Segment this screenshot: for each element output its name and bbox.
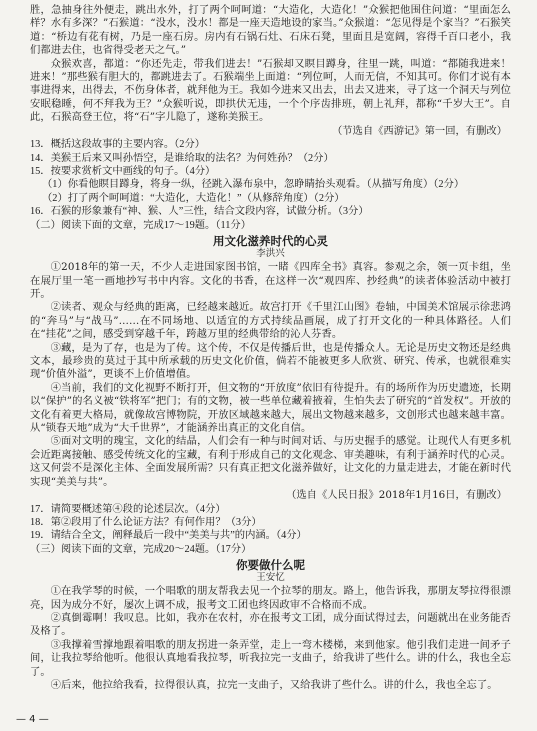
section-3-intro: （三）阅读下面的文章，完成20～24题。（17分） [30,543,252,555]
question-18: 18．第②段用了什么论证方法？有何作用？（3分） [30,517,262,528]
story-paragraph: 胜，急抽身往外便走，跳出水外，打了两个呵呵道：“大造化，大造化！”众猴把他围住问道：“里面怎么样？水有多深？”石猴道：“没水，没水！都是一座天造地设的家当。”众猴道：“怎见得是个家当？”石猴笑道：“桥边有花有树，乃是一座石房。房内有石锅石灶、石床石凳，里面且是宽阔，容得千百口老小，我们都进去住，也省得受老天之气。” [30,4,511,57]
question-17: 17．请简要概述第④段的论述层次。（4分） [30,503,226,515]
page-number: — 4 — [16,714,49,725]
question-13: 13．概括这段故事的主要内容。（2分） [30,139,206,151]
article-title: 用文化滋养时代的心灵 [213,234,328,249]
story-source: （节选自《西游记》第一回，有删改） [331,124,507,137]
article-paragraph: ③藏，是为了存，也是为了传。这个传，不仅是传播后世，也是传播众人。无论是历史文物还是经典文本，最珍贵的莫过于其中所承载的历史文化价值，倘若不能被更多人欣赏、研究、传承，也就很难实现“价值外溢”，更谈不上价值增值。 [30,341,511,381]
question-15: 15．按要求赏析文中画线的句子。（4分） [30,166,216,178]
story-paragraph: ③我撑着雪撑地跟着唱歌的朋友拐进一条弄堂，走上一弯木楼梯，来到他家。他引我们走进一间矛子间，让我拉琴给他听。他很认真地看我拉琴，听我拉完一支曲子，给我讲了些什么。讲的什么，我也全忘了。 [30,638,511,678]
question-14: 14．美猴王后来又叫孙悟空，是谁给取的法名？为何姓孙？（2分） [30,152,334,164]
story-paragraph: 众猴欢喜，都道：“你还先走，带我们进去！”石猴却又瞑目蹲身，往里一跳，叫道：“都随我进来！进来！”那些猴有胆大的，都跳进去了。石猴端坐上面道：“列位呵，人而无信，不知其可。你们才说有本事进得来，出得去，不伤身体者，就拜他为王。我如今进来又出去，出去又进来，寻了这一个洞天与列位安眠稳睡，何不拜我为王？”众猴听说，即拱伏无违，一个个序齿排班，朝上礼拜，都称“千岁大王”。自此，石猴高登王位，将“石”字儿隐了，遂称美猴王。 [30,57,511,124]
article-paragraph: ①2018年的第一天，不少人走进国家图书馆，一睹《四库全书》真容。参观之余，领一页卡组，坐在展厅里一笔一画地抄写书中内容。文化的书香，在这样一次“观四库、抄经典”的读者体验活动中被打开。 [30,261,511,300]
article-paragraph: ⑤面对文明的瑰宝，文化的结晶，人们会有一种与时间对话、与历史握手的感觉。让现代人有更多机会近距离接触、感受传统文化的宝藏，有利于形成自己的文化观念、审美趣味，有利于涵养时代的心灵。这又何尝不是深化主体、全面发展所需？只有真正把文化滋养做好，让文化的力量走进去，才能在新时代实现“美美与共”。 [30,435,511,488]
article-paragraph: ②读者、观众与经典的距离，已经越来越近。故宫打开《千里江山图》卷轴，中国美术馆展示徐悲鸿的“奔马”与“战马”……在不同场地、以适宜的方式持续品画展，成了打开文化的一种具体路径。人们在“挂花”之间，感受到穿越千年，跨越万里的经典带给的沁人芬香。 [30,301,511,341]
story-author: 王安忆 [256,572,285,584]
story-title: 你要做什么呢 [236,558,305,573]
question-15-sub-1: （1）你看他瞑目蹲身，将身一纵，径跳入瀑布泉中，忽睁睛抬头观看。（从描写角度）（2分） [42,179,465,191]
question-19: 19．请结合全文，阐释最后一段中“美美与共”的内涵。（4分） [30,530,307,542]
story-paragraph: ①在我学琴的时候，一个唱歌的朋友帮我去见一个拉琴的朋友。路上，他告诉我，那朋友琴拉得很漂亮，因为成分不好，屡次上调不成，报考文工团也终因政审不合格而不成。 [30,585,511,611]
question-15-sub-2: （2）打了两个呵呵道：“大造化，大造化！”（从修辞角度）（2分） [42,192,345,204]
question-16: 16．石猴的形象兼有“神、猴、人”三性，结合文段内容，试做分析。（3分） [30,206,369,218]
section-2-intro: （二）阅读下面的文章，完成17～19题。（11分） [30,219,251,231]
article-paragraph: ④当前，我们的文化视野不断打开，但文物的“开放度”依旧有待提升。有的场所作为历史遗迹，长期以“保护”的名义被“铁将军”把门；有的文物，被一些单位藏着掖着，生怕失去了研究的“首发权”。开放的文化有着更大格局，就像故宫博物院，开放区域越来越大，展出文物越来越多，文创形式也越来越丰富。从“锁春天地”成为“大千世界”，才能涵养出真正的文化自信。 [30,381,511,434]
article-source: （选自《人民日报》2018年1月16日，有删改） [286,489,507,501]
article-author: 李洪兴 [256,248,285,260]
story-paragraph: ②真倒霉啊！我叹息。比如，我亦在农村，亦在报考文工团，成分面试得过去，问题就出在业务能否及格了。 [30,612,511,638]
story-paragraph: ④后来，他拉给我看，拉得很认真，拉完一支曲子，又给我讲了些什么。讲的什么，我也全忘了。 [50,679,498,692]
